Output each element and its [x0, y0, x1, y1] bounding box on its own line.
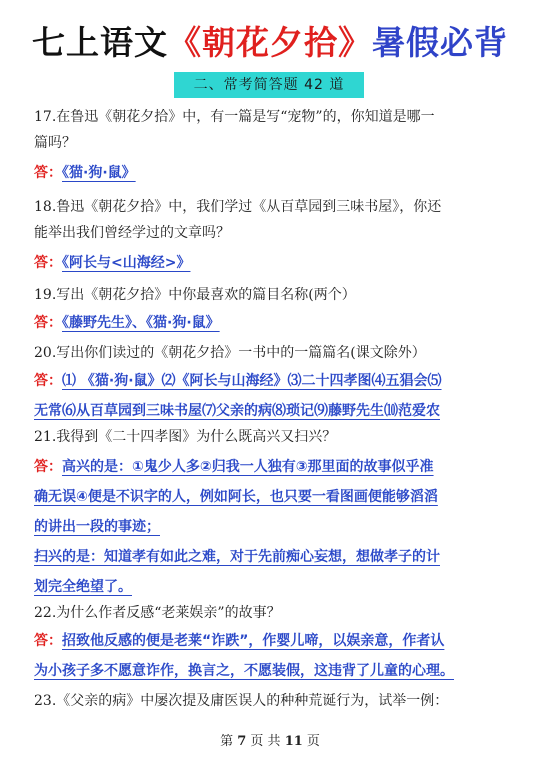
footer-mid: 页 共	[250, 734, 281, 749]
question-line: 17.在鲁迅《朝花夕拾》中，有一篇是写“宠物”的，你知道是哪一	[34, 109, 435, 125]
question-18	[34, 194, 514, 246]
answer-17	[34, 158, 520, 188]
answer-line: 划完全绝望了。	[34, 579, 132, 595]
footer-page-number: 7	[237, 734, 247, 749]
answer-line: 的讲出一段的事迹；	[34, 519, 160, 535]
question-23	[34, 688, 514, 714]
answer-line: 《阿长与<山海经>》	[62, 255, 191, 271]
answer-21	[34, 452, 520, 602]
question-line: 23.《父亲的病》中屡次提及庸医误人的种种荒诞行为，试举一例：	[34, 693, 449, 709]
title-part-1: 七上语文	[32, 23, 168, 62]
answer-label: 答：	[34, 255, 62, 271]
footer-prefix: 第	[220, 734, 234, 749]
title-part-3: 暑假必背	[372, 23, 508, 62]
answer-label: 答：	[34, 165, 62, 181]
answer-19	[34, 308, 520, 338]
answer-line: 高兴的是：①鬼少人多②归我一人独有③那里面的故事似乎准	[62, 459, 434, 475]
answer-label: 答：	[34, 459, 62, 475]
answer-line: 为小孩子多不愿意诈作，换言之，不愿装假，这违背了儿童的心理。	[34, 663, 454, 679]
answer-label: 答：	[34, 633, 62, 649]
title-part-2: 《朝花夕拾》	[168, 23, 372, 62]
answer-label: 答：	[34, 373, 62, 389]
answer-line: 《猫·狗·鼠》	[62, 165, 136, 181]
answer-line: 无常⑹从百草园到三味书屋⑺父亲的病⑻琐记⑼藤野先生⑽范爱农	[34, 403, 440, 419]
answer-20	[34, 366, 520, 426]
question-22	[34, 600, 514, 626]
answer-line: 《藤野先生》、《猫·狗·鼠》	[62, 315, 220, 331]
answer-22	[34, 626, 520, 686]
answer-line: 招致他反感的便是老莱“诈跌”，作婴儿啼，以娱亲意，作者认	[62, 633, 445, 649]
page-title	[0, 22, 540, 64]
question-line: 篇吗？	[34, 135, 76, 151]
answer-line: 扫兴的是：知道孝有如此之难，对于先前痴心妄想，想做孝子的计	[34, 549, 440, 565]
question-17	[34, 104, 514, 156]
question-19	[34, 282, 514, 308]
answer-label: 答：	[34, 315, 62, 331]
answer-line: 确无误④便是不识字的人，例如阿长，也只要一看图画便能够滔滔	[34, 489, 438, 505]
footer-total-pages: 11	[284, 734, 303, 749]
question-line: 能举出我们曾经学过的文章吗？	[34, 225, 230, 241]
question-21	[34, 424, 514, 450]
page-footer	[0, 730, 540, 749]
question-20	[34, 340, 514, 366]
question-line: 18.鲁迅《朝花夕拾》中，我们学过《从百草园到三味书屋》，你还	[34, 199, 442, 215]
question-line: 20.写出你们读过的《朝花夕拾》一书中的一篇篇名(课文除外）	[34, 345, 426, 361]
footer-suffix: 页	[306, 734, 320, 749]
answer-line: ⑴ 《猫·狗·鼠》⑵《阿长与山海经》⑶二十四孝图⑷五猖会⑸	[62, 373, 442, 389]
question-line: 21.我得到《二十四孝图》为什么既高兴又扫兴？	[34, 429, 337, 445]
question-line: 19.写出《朝花夕拾》中你最喜欢的篇目名称(两个）	[34, 287, 356, 303]
section-subtitle: 二、常考简答题 42 道	[174, 72, 364, 98]
answer-18	[34, 248, 520, 278]
question-line: 22.为什么作者反感“老莱娱亲”的故事？	[34, 605, 281, 621]
